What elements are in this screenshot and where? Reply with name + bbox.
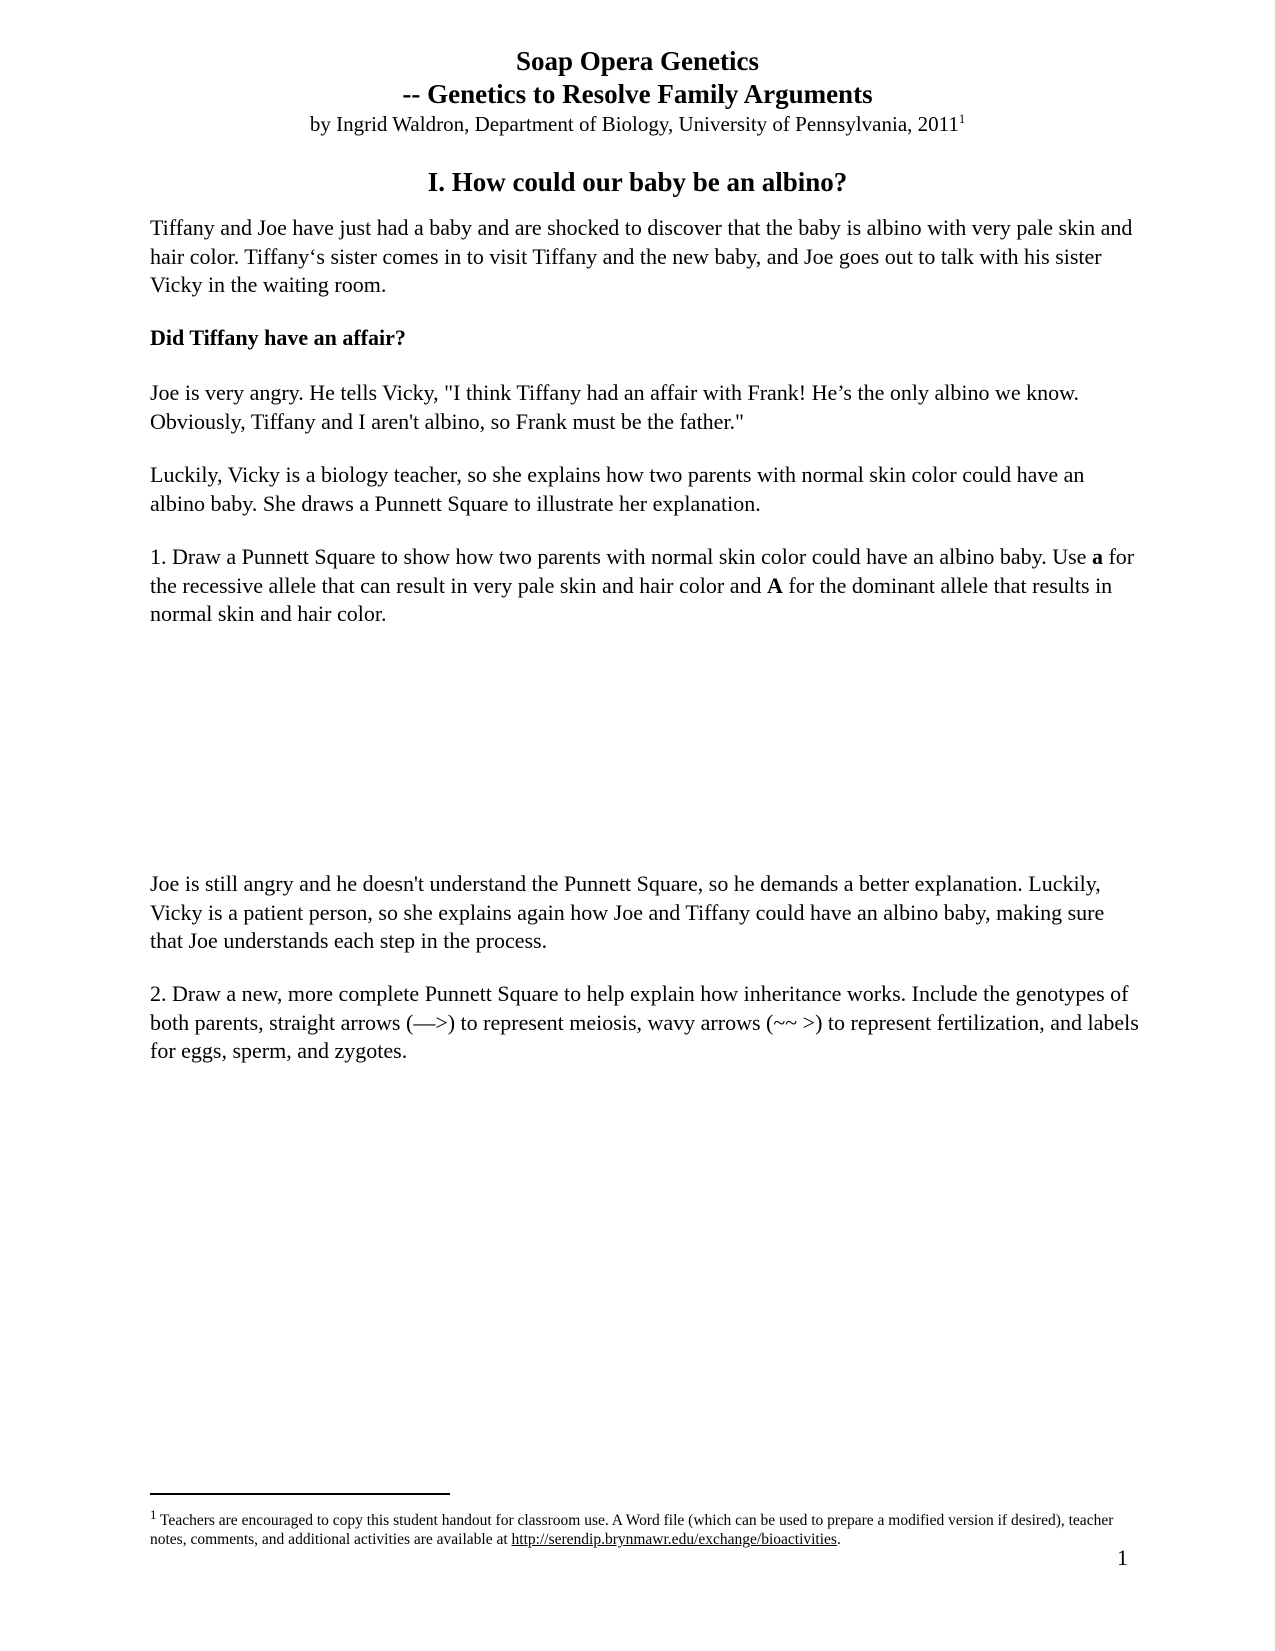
document-title: Soap Opera Genetics — [516, 46, 759, 76]
author-byline — [0, 111, 1275, 137]
dominant-allele-symbol: A — [766, 572, 783, 598]
joe-angry-paragraph: Joe is very angry. He tells Vicky, "I think Tiffany had an affair with Frank! He’s the only albino we know. Obviously, Tiffany and I aren't albino, so Frank must be the father." — [150, 380, 1080, 434]
footnote-link[interactable]: http://serendip.brynmawr.edu/exchange/bioactivities — [511, 1531, 837, 1549]
document-subtitle: -- Genetics to Resolve Family Arguments — [402, 79, 873, 109]
question-1 — [150, 543, 1140, 629]
byline-text: by Ingrid Waldron, Department of Biology, University of Pennsylvania, 2011 — [309, 112, 959, 136]
footnote-end: . — [836, 1531, 841, 1549]
recessive-allele-symbol: a — [1091, 544, 1103, 569]
intro-paragraph: Tiffany and Joe have just had a baby and are shocked to discover that the baby is albino with very pale skin and hair color. Tiffany‘s sister comes in to visit Tiffany and the new baby, and Joe goes out to talk with his sister Vicky in the waiting room. — [150, 215, 1133, 297]
title-block — [0, 45, 1275, 137]
footnote-divider — [150, 1493, 450, 1495]
footnote-mark: 1 — [150, 1507, 157, 1522]
page-number: 1 — [1117, 1545, 1128, 1570]
joe-still-angry-paragraph: Joe is still angry and he doesn't understand the Punnett Square, so he demands a better explanation. Luckily, Vicky is a patient person, so she explains again how Joe and Tiffany could have an albino baby, making sure that Joe understands each step in the process. — [150, 871, 1105, 953]
footnote — [150, 1505, 1140, 1549]
byline-footnote-mark[interactable]: 1 — [958, 112, 966, 126]
section-heading: I. How could our baby be an albino? — [427, 167, 848, 197]
affair-subheading: Did Tiffany have an affair? — [150, 325, 406, 350]
footnote-text: Teachers are encouraged to copy this student handout for classroom use. A Word file (which can be used to prepare a modified version if desired), teacher notes, comments, and additional activities are available at — [150, 1512, 1114, 1549]
question-2: 2. Draw a new, more complete Punnett Square to help explain how inheritance works. Include the genotypes of both parents, straight arrows (—>) to represent meiosis, wavy arrows (~~ >) to represent fertilization, and labels for eggs, sperm, and zygotes. — [150, 981, 1139, 1063]
question-1-text-a: 1. Draw a Punnett Square to show how two parents with normal skin color could have an albino baby. Use — [150, 544, 1092, 569]
vicky-explains-paragraph: Luckily, Vicky is a biology teacher, so she explains how two parents with normal skin color could have an albino baby. She draws a Punnett Square to illustrate her explanation. — [150, 462, 1085, 516]
question-1-text-c: for the dominant allele that results in normal skin and hair color. — [150, 572, 1113, 626]
question-1-text-b: for the recessive allele that can result in very pale skin and hair color and — [150, 544, 1135, 598]
